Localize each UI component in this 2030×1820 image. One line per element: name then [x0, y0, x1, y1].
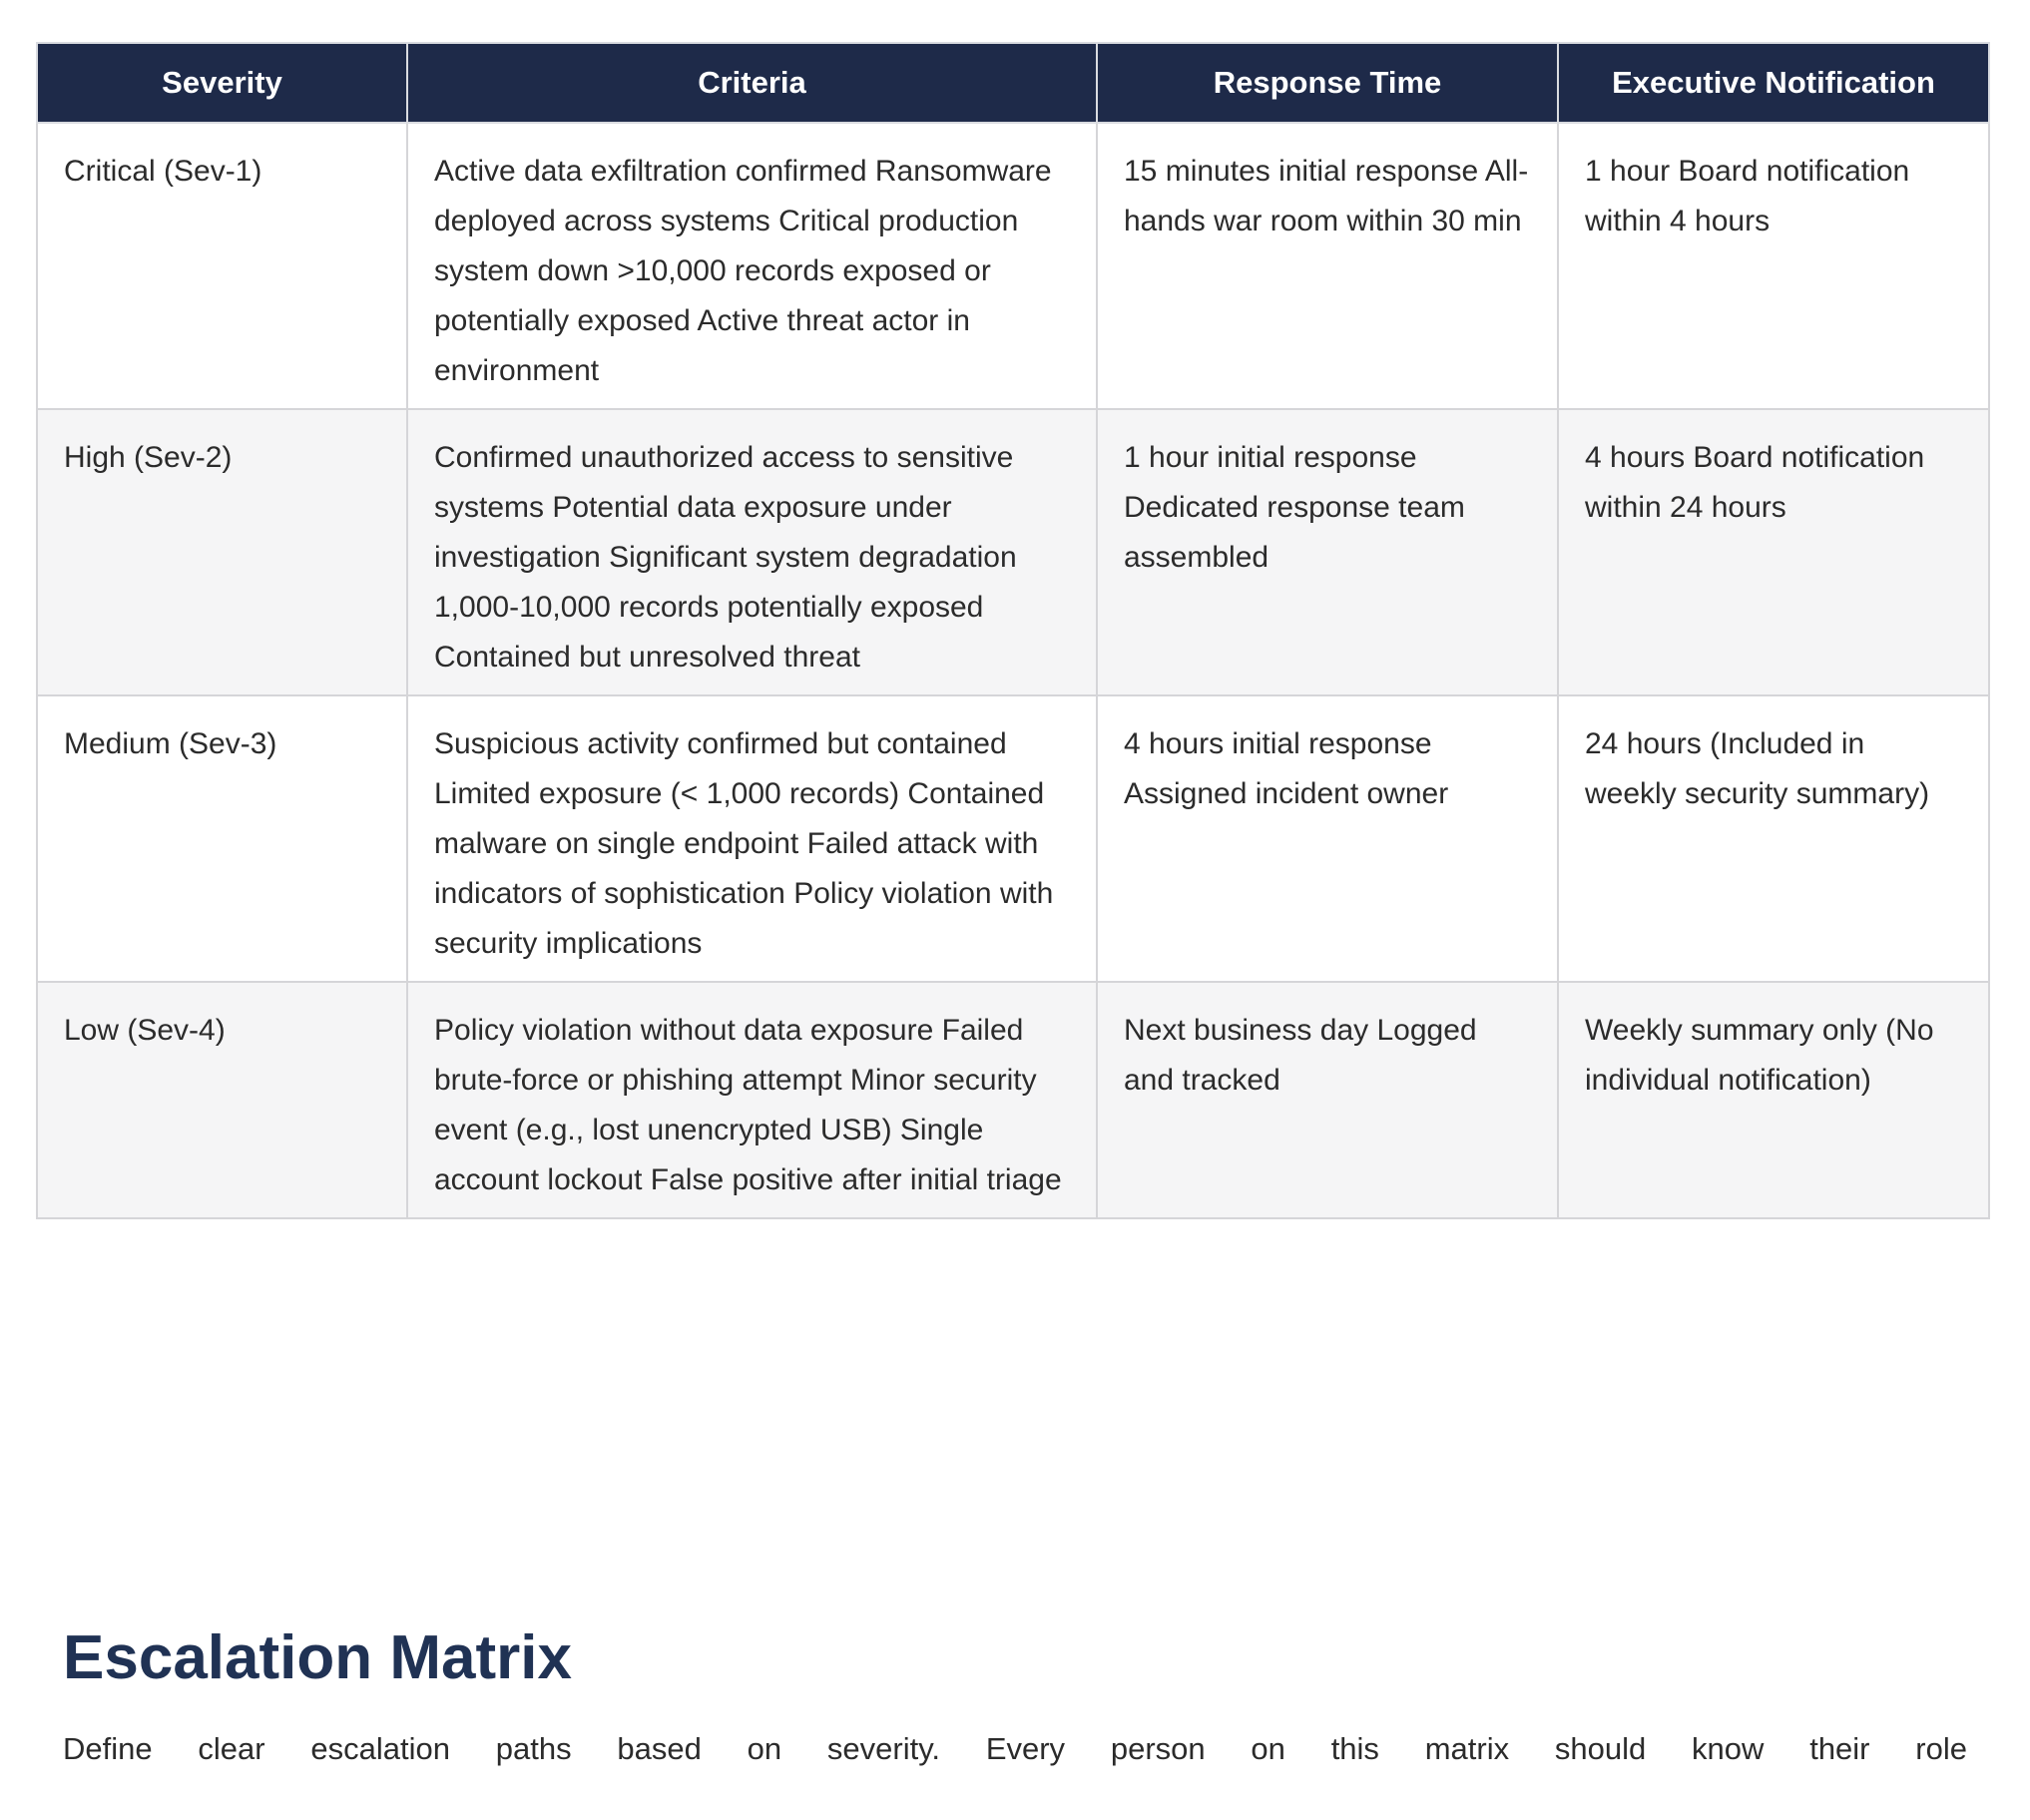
criteria-cell: Active data exfiltration confirmed Ransomware deployed across systems Critical production system down >10,000 records exposed or potentially exposed Active threat actor in environment — [407, 123, 1097, 409]
response-time-cell: Next business day Logged and tracked — [1097, 982, 1558, 1218]
column-header-severity: Severity — [37, 43, 407, 123]
executive-notification-cell: 4 hours Board notification within 24 hours — [1558, 409, 1989, 695]
column-header-response-time: Response Time — [1097, 43, 1558, 123]
severity-table — [36, 42, 1990, 1219]
column-header-criteria: Criteria — [407, 43, 1097, 123]
severity-cell: Low (Sev-4) — [37, 982, 407, 1218]
response-time-cell: 15 minutes initial response All-hands war room within 30 min — [1097, 123, 1558, 409]
criteria-cell: Suspicious activity confirmed but contained Limited exposure (< 1,000 records) Contained malware on single endpoint Failed attack with indicators of sophistication Policy violation with security implications — [407, 695, 1097, 982]
table-row-high — [37, 409, 1989, 695]
severity-cell: Critical (Sev-1) — [37, 123, 407, 409]
criteria-cell: Confirmed unauthorized access to sensitive systems Potential data exposure under investigation Significant system degradation 1,000-10,000 records potentially exposed Contained but unresolved threat — [407, 409, 1097, 695]
table-row-medium — [37, 695, 1989, 982]
response-time-cell: 1 hour initial response Dedicated response team assembled — [1097, 409, 1558, 695]
severity-cell: High (Sev-2) — [37, 409, 407, 695]
header-row — [37, 43, 1989, 123]
executive-notification-cell: 1 hour Board notification within 4 hours — [1558, 123, 1989, 409]
response-time-cell: 4 hours initial response Assigned incident owner — [1097, 695, 1558, 982]
executive-notification-cell: Weekly summary only (No individual notification) — [1558, 982, 1989, 1218]
table-row-critical — [37, 123, 1989, 409]
section-heading: Escalation Matrix — [63, 1623, 572, 1692]
section-paragraph: Define clear escalation paths based on severity. Every person on this matrix should know their role — [63, 1731, 1967, 1766]
table-row-low — [37, 982, 1989, 1218]
column-header-executive-notification: Executive Notification — [1558, 43, 1989, 123]
criteria-cell: Policy violation without data exposure Failed brute-force or phishing attempt Minor security event (e.g., lost unencrypted USB) Single account lockout False positive after initial triage — [407, 982, 1097, 1218]
severity-cell: Medium (Sev-3) — [37, 695, 407, 982]
executive-notification-cell: 24 hours (Included in weekly security summary) — [1558, 695, 1989, 982]
